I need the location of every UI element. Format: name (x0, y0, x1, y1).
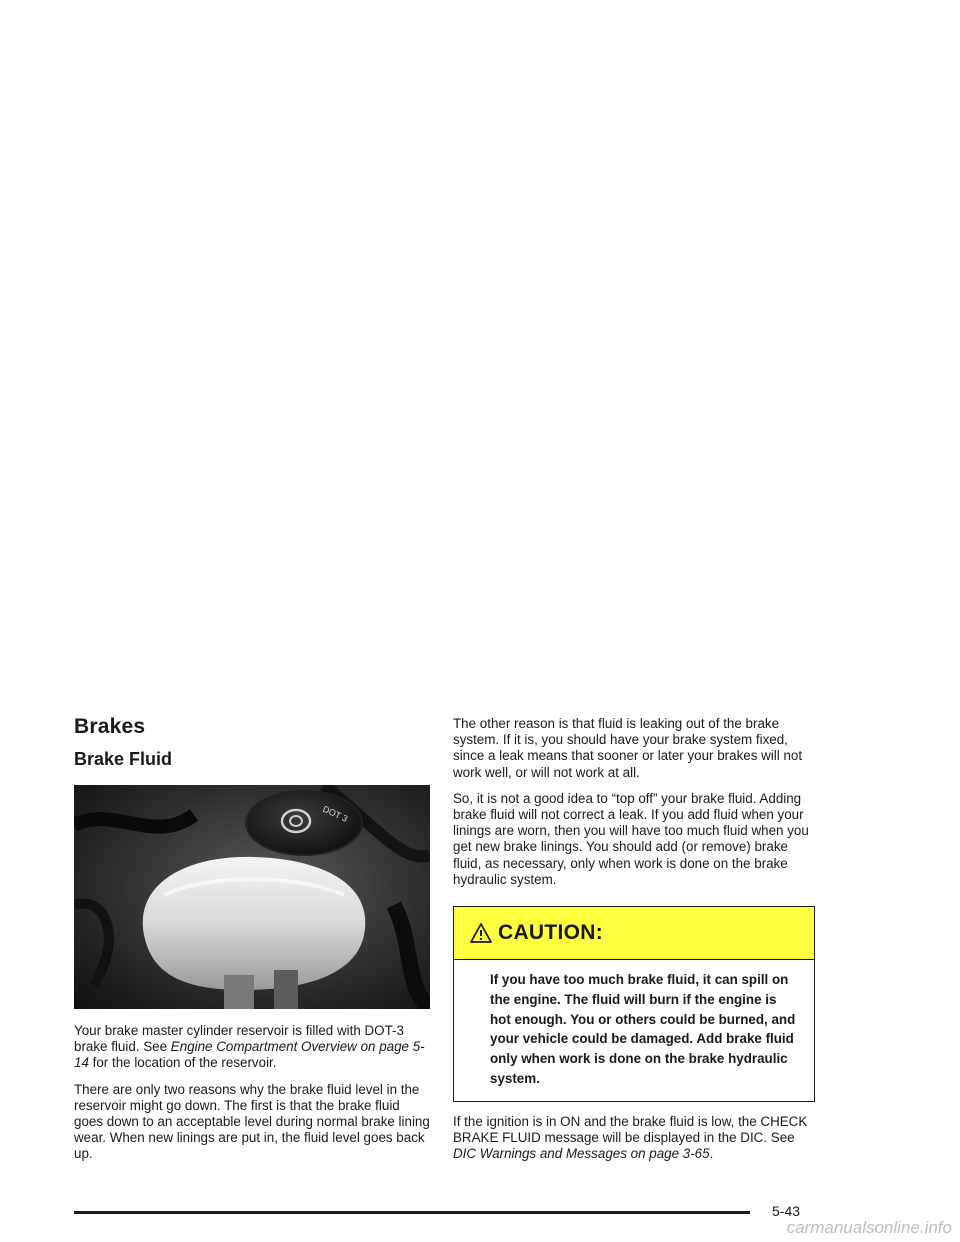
fluid-level-paragraph: There are only two reasons why the brake fluid level in the reservoir might go down. The first is that the brake fluid goes down to an acceptable level during normal brake lining wear. When new linings are put in, the fluid level goes back up. (74, 1081, 430, 1162)
dic-warnings-link[interactable]: DIC Warnings and Messages on page 3-65 (453, 1146, 710, 1162)
section-heading: Brakes (74, 715, 146, 738)
top-off-paragraph: So, it is not a good idea to “top off” your brake fluid. Adding brake fluid will not correct a leak. If you add fluid when your linings are worn, then you will have too much fluid when you get new brake linings. You should add (or remove) brake fluid, as necessary, only when work is done on the brake hydraulic system. (453, 790, 809, 887)
caution-title: CAUTION: (498, 921, 604, 945)
watermark: carmanualsonline.info (786, 1218, 952, 1237)
subsection-heading: Brake Fluid (74, 749, 173, 769)
right-column (453, 716, 815, 1172)
intro-paragraph: Your brake master cylinder reservoir is filled with DOT-3 brake fluid. See Engine Compartment Overview on page 5-14 for the location of the reservoir. (74, 1023, 425, 1071)
caution-triangle-icon (470, 922, 492, 944)
caution-text: If you have too much brake fluid, it can spill on the engine. The fluid will burn if the engine is hot enough. You or others could be burned, and your vehicle could be damaged. Add brake fluid only when work is done on the brake hydraulic system. (490, 972, 796, 1087)
caution-box (453, 906, 815, 1102)
cap-text: DOT 3 (321, 803, 350, 824)
page-number: 5-43 (772, 1203, 801, 1219)
caution-header (454, 907, 814, 960)
footer-rule (74, 1211, 750, 1214)
engine-compartment-link[interactable]: Engine Compartment Overview on page 5-14 (74, 1039, 425, 1071)
brake-reservoir-photo (74, 785, 430, 1009)
dic-paragraph: If the ignition is in ON and the brake fluid is low, the CHECK BRAKE FLUID message will be displayed in the DIC. See DIC Warnings and Messages on page 3-65. (453, 1113, 808, 1162)
left-column (74, 715, 432, 1173)
leak-paragraph: The other reason is that fluid is leaking out of the brake system. If it is, you should have your brake system fixed, since a leak means that sooner or later your brakes will not work well, or will not work at all. (453, 716, 803, 780)
